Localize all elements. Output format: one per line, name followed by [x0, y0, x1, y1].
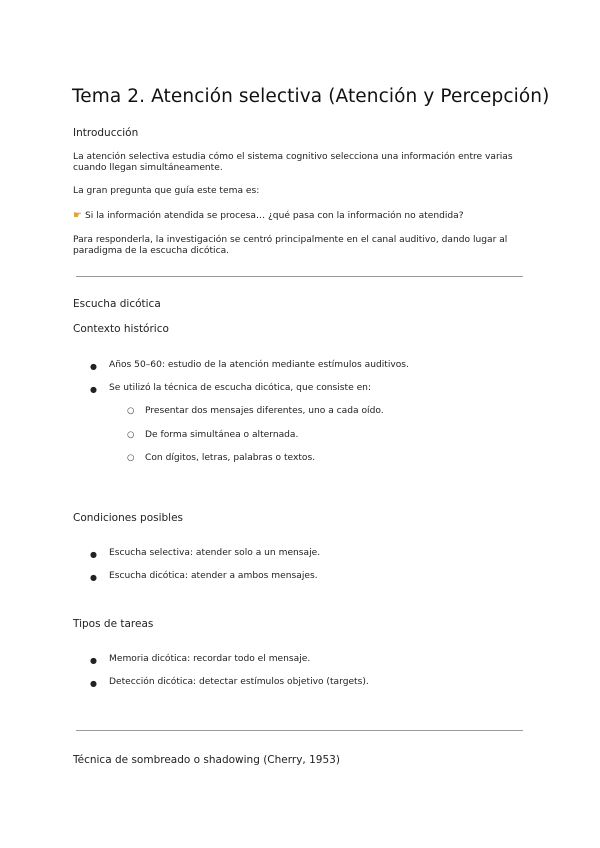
list-item: ● Escucha selectiva: atender solo a un mensaje.	[90, 548, 321, 559]
intro-paragraph-3: Para responderla, la investigación se centró principalmente en el canal auditivo, dando lugar al paradigma de la escucha dicótica.	[73, 235, 508, 257]
sub-list-item: ○ Presentar dos mensajes diferentes, uno a cada oído.	[127, 406, 384, 416]
bullet-icon: ●	[90, 656, 97, 665]
circle-bullet-icon: ○	[127, 430, 135, 440]
sub-list-item: ○ Con dígitos, letras, palabras o textos.	[127, 453, 316, 463]
circle-bullet-icon: ○	[127, 453, 135, 463]
tasks-heading: Tipos de tareas	[73, 618, 154, 630]
section-divider	[76, 276, 523, 277]
bullet-icon: ●	[90, 679, 97, 688]
list-item: ● Se utilizó la técnica de escucha dicótica, que consiste en:	[90, 383, 372, 394]
bullet-icon: ●	[90, 362, 97, 371]
list-item: ● Años 50–60: estudio de la atención mediante estímulos auditivos.	[90, 360, 409, 371]
circle-bullet-icon: ○	[127, 406, 135, 416]
section-divider	[76, 730, 523, 731]
bullet-icon: ●	[90, 573, 97, 582]
sub-list-item: ○ De forma simultánea o alternada.	[127, 430, 299, 440]
conditions-heading: Condiciones posibles	[73, 512, 184, 524]
section-heading-escucha-dicotica: Escucha dicótica	[73, 298, 161, 310]
bullet-icon: ●	[90, 550, 97, 559]
list-item: ● Memoria dicótica: recordar todo el mensaje.	[90, 654, 311, 665]
intro-heading: Introducción	[73, 127, 139, 139]
bullet-icon: ●	[90, 385, 97, 394]
intro-paragraph-1: La atención selectiva estudia cómo el sistema cognitivo selecciona una información entre varias cuando llegan simultáneamente.	[73, 152, 513, 174]
intro-question-text: Si la información atendida se procesa… ¿qué pasa con la información no atendida?	[84, 211, 464, 221]
shadowing-heading: Técnica de sombreado o shadowing (Cherry, 1953)	[73, 754, 340, 766]
list-item: ● Escucha dicótica: atender a ambos mensajes.	[90, 571, 318, 582]
intro-paragraph-2: La gran pregunta que guía este tema es:	[73, 186, 260, 196]
list-item: ● Detección dicótica: detectar estímulos objetivo (targets).	[90, 677, 369, 688]
pointing-hand-icon: ☛	[73, 210, 82, 221]
context-heading: Contexto histórico	[73, 323, 169, 335]
document-title: Tema 2. Atención selectiva (Atención y Percepción)	[72, 86, 550, 107]
intro-question	[73, 210, 523, 222]
